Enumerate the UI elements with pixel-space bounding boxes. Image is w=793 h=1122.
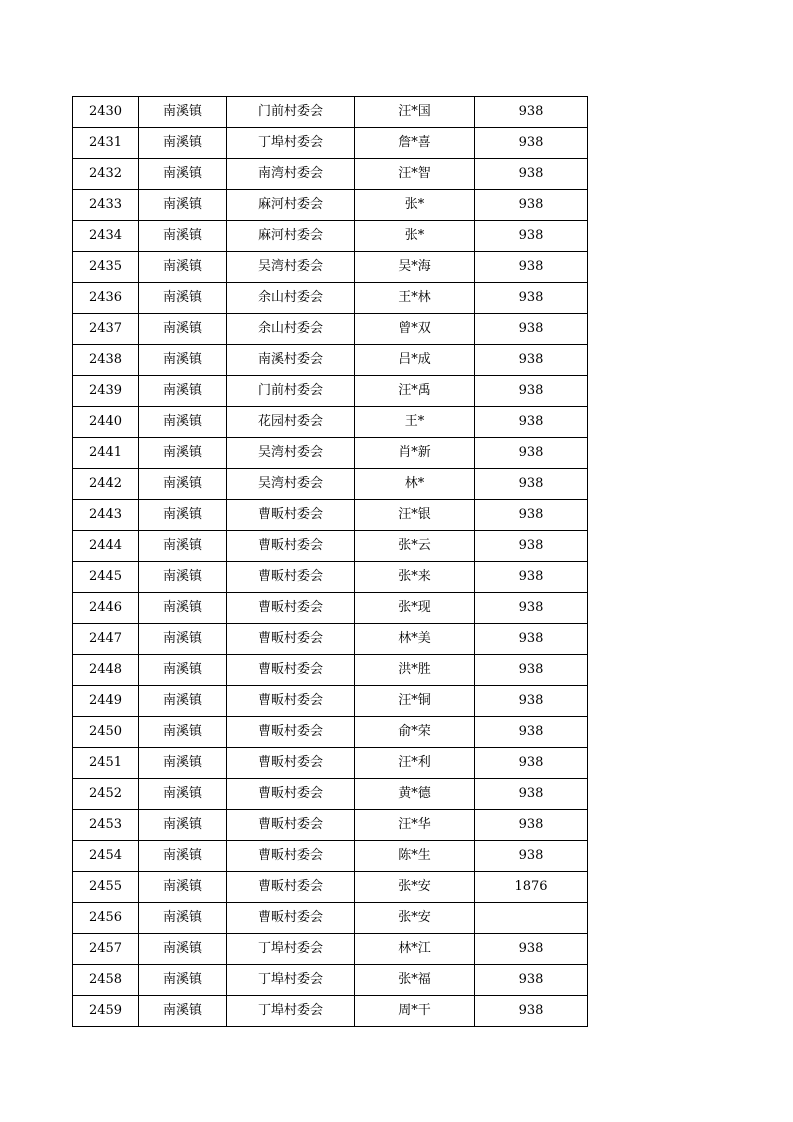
person-name-cell: 王*林 <box>355 283 475 314</box>
village-committee-cell: 曹畈村委会 <box>227 903 355 934</box>
amount-cell: 938 <box>475 128 588 159</box>
village-committee-cell: 曹畈村委会 <box>227 531 355 562</box>
village-committee-cell: 吴湾村委会 <box>227 469 355 500</box>
town-cell: 南溪镇 <box>139 655 227 686</box>
table-row <box>73 469 588 500</box>
village-committee-cell: 曹畈村委会 <box>227 748 355 779</box>
village-committee-cell: 南湾村委会 <box>227 159 355 190</box>
row-number-cell: 2438 <box>73 345 139 376</box>
town-cell: 南溪镇 <box>139 903 227 934</box>
person-name-cell: 张*来 <box>355 562 475 593</box>
row-number-cell: 2439 <box>73 376 139 407</box>
town-cell: 南溪镇 <box>139 159 227 190</box>
table-row <box>73 810 588 841</box>
town-cell: 南溪镇 <box>139 438 227 469</box>
person-name-cell: 汪*国 <box>355 97 475 128</box>
amount-cell: 938 <box>475 934 588 965</box>
row-number-cell: 2457 <box>73 934 139 965</box>
town-cell: 南溪镇 <box>139 128 227 159</box>
village-committee-cell: 余山村委会 <box>227 283 355 314</box>
person-name-cell: 张*现 <box>355 593 475 624</box>
person-name-cell: 汪*利 <box>355 748 475 779</box>
row-number-cell: 2444 <box>73 531 139 562</box>
row-number-cell: 2454 <box>73 841 139 872</box>
person-name-cell: 吴*海 <box>355 252 475 283</box>
person-name-cell: 肖*新 <box>355 438 475 469</box>
row-number-cell: 2452 <box>73 779 139 810</box>
amount-cell: 938 <box>475 810 588 841</box>
town-cell: 南溪镇 <box>139 221 227 252</box>
town-cell: 南溪镇 <box>139 407 227 438</box>
town-cell: 南溪镇 <box>139 717 227 748</box>
village-committee-cell: 曹畈村委会 <box>227 686 355 717</box>
village-committee-cell: 曹畈村委会 <box>227 841 355 872</box>
table-row <box>73 531 588 562</box>
amount-cell: 938 <box>475 655 588 686</box>
amount-cell: 938 <box>475 345 588 376</box>
town-cell: 南溪镇 <box>139 779 227 810</box>
amount-cell: 938 <box>475 159 588 190</box>
person-name-cell: 张*安 <box>355 872 475 903</box>
person-name-cell: 吕*成 <box>355 345 475 376</box>
town-cell: 南溪镇 <box>139 314 227 345</box>
town-cell: 南溪镇 <box>139 965 227 996</box>
row-number-cell: 2430 <box>73 97 139 128</box>
village-committee-cell: 曹畈村委会 <box>227 655 355 686</box>
village-committee-cell: 丁埠村委会 <box>227 934 355 965</box>
amount-cell: 938 <box>475 314 588 345</box>
data-table <box>72 96 588 1027</box>
amount-cell: 938 <box>475 252 588 283</box>
village-committee-cell: 曹畈村委会 <box>227 810 355 841</box>
town-cell: 南溪镇 <box>139 252 227 283</box>
village-committee-cell: 曹畈村委会 <box>227 624 355 655</box>
row-number-cell: 2459 <box>73 996 139 1027</box>
amount-cell: 938 <box>475 376 588 407</box>
town-cell: 南溪镇 <box>139 872 227 903</box>
table-row <box>73 996 588 1027</box>
amount-cell <box>475 903 588 934</box>
table-row <box>73 934 588 965</box>
row-number-cell: 2435 <box>73 252 139 283</box>
table-row <box>73 252 588 283</box>
row-number-cell: 2450 <box>73 717 139 748</box>
town-cell: 南溪镇 <box>139 283 227 314</box>
town-cell: 南溪镇 <box>139 593 227 624</box>
person-name-cell: 王* <box>355 407 475 438</box>
table-row <box>73 500 588 531</box>
table-row <box>73 221 588 252</box>
town-cell: 南溪镇 <box>139 748 227 779</box>
village-committee-cell: 丁埠村委会 <box>227 996 355 1027</box>
amount-cell: 1876 <box>475 872 588 903</box>
amount-cell: 938 <box>475 996 588 1027</box>
amount-cell: 938 <box>475 469 588 500</box>
village-committee-cell: 门前村委会 <box>227 97 355 128</box>
table-row <box>73 593 588 624</box>
town-cell: 南溪镇 <box>139 996 227 1027</box>
town-cell: 南溪镇 <box>139 562 227 593</box>
person-name-cell: 俞*荣 <box>355 717 475 748</box>
village-committee-cell: 曹畈村委会 <box>227 500 355 531</box>
village-committee-cell: 曹畈村委会 <box>227 562 355 593</box>
row-number-cell: 2453 <box>73 810 139 841</box>
amount-cell: 938 <box>475 686 588 717</box>
table-row <box>73 872 588 903</box>
table-row <box>73 283 588 314</box>
village-committee-cell: 南溪村委会 <box>227 345 355 376</box>
table-row <box>73 779 588 810</box>
person-name-cell: 汪*智 <box>355 159 475 190</box>
person-name-cell: 詹*喜 <box>355 128 475 159</box>
row-number-cell: 2437 <box>73 314 139 345</box>
table-row <box>73 686 588 717</box>
person-name-cell: 林*美 <box>355 624 475 655</box>
village-committee-cell: 麻河村委会 <box>227 190 355 221</box>
village-committee-cell: 丁埠村委会 <box>227 965 355 996</box>
amount-cell: 938 <box>475 283 588 314</box>
amount-cell: 938 <box>475 97 588 128</box>
row-number-cell: 2445 <box>73 562 139 593</box>
table-row <box>73 624 588 655</box>
table-row <box>73 314 588 345</box>
row-number-cell: 2432 <box>73 159 139 190</box>
town-cell: 南溪镇 <box>139 841 227 872</box>
amount-cell: 938 <box>475 965 588 996</box>
amount-cell: 938 <box>475 748 588 779</box>
amount-cell: 938 <box>475 562 588 593</box>
row-number-cell: 2449 <box>73 686 139 717</box>
table-row <box>73 376 588 407</box>
row-number-cell: 2446 <box>73 593 139 624</box>
table-row <box>73 903 588 934</box>
table-row <box>73 655 588 686</box>
amount-cell: 938 <box>475 624 588 655</box>
row-number-cell: 2431 <box>73 128 139 159</box>
town-cell: 南溪镇 <box>139 97 227 128</box>
town-cell: 南溪镇 <box>139 810 227 841</box>
town-cell: 南溪镇 <box>139 531 227 562</box>
person-name-cell: 汪*铜 <box>355 686 475 717</box>
table-row <box>73 190 588 221</box>
town-cell: 南溪镇 <box>139 500 227 531</box>
person-name-cell: 汪*华 <box>355 810 475 841</box>
person-name-cell: 林* <box>355 469 475 500</box>
table-row <box>73 717 588 748</box>
row-number-cell: 2451 <box>73 748 139 779</box>
village-committee-cell: 曹畈村委会 <box>227 717 355 748</box>
town-cell: 南溪镇 <box>139 376 227 407</box>
town-cell: 南溪镇 <box>139 469 227 500</box>
row-number-cell: 2443 <box>73 500 139 531</box>
row-number-cell: 2455 <box>73 872 139 903</box>
town-cell: 南溪镇 <box>139 345 227 376</box>
person-name-cell: 周*干 <box>355 996 475 1027</box>
person-name-cell: 林*江 <box>355 934 475 965</box>
amount-cell: 938 <box>475 779 588 810</box>
person-name-cell: 张* <box>355 221 475 252</box>
row-number-cell: 2436 <box>73 283 139 314</box>
table-row <box>73 748 588 779</box>
town-cell: 南溪镇 <box>139 686 227 717</box>
person-name-cell: 张*云 <box>355 531 475 562</box>
table-row <box>73 965 588 996</box>
village-committee-cell: 余山村委会 <box>227 314 355 345</box>
row-number-cell: 2442 <box>73 469 139 500</box>
table-row <box>73 407 588 438</box>
person-name-cell: 黄*德 <box>355 779 475 810</box>
village-committee-cell: 门前村委会 <box>227 376 355 407</box>
amount-cell: 938 <box>475 407 588 438</box>
table-row <box>73 345 588 376</box>
town-cell: 南溪镇 <box>139 934 227 965</box>
row-number-cell: 2433 <box>73 190 139 221</box>
table-row <box>73 562 588 593</box>
table-row <box>73 128 588 159</box>
amount-cell: 938 <box>475 438 588 469</box>
amount-cell: 938 <box>475 190 588 221</box>
village-committee-cell: 吴湾村委会 <box>227 252 355 283</box>
row-number-cell: 2434 <box>73 221 139 252</box>
row-number-cell: 2441 <box>73 438 139 469</box>
amount-cell: 938 <box>475 221 588 252</box>
amount-cell: 938 <box>475 593 588 624</box>
town-cell: 南溪镇 <box>139 624 227 655</box>
town-cell: 南溪镇 <box>139 190 227 221</box>
amount-cell: 938 <box>475 841 588 872</box>
amount-cell: 938 <box>475 531 588 562</box>
row-number-cell: 2447 <box>73 624 139 655</box>
person-name-cell: 汪*禹 <box>355 376 475 407</box>
village-committee-cell: 曹畈村委会 <box>227 593 355 624</box>
table-row <box>73 159 588 190</box>
village-committee-cell: 丁埠村委会 <box>227 128 355 159</box>
person-name-cell: 张*福 <box>355 965 475 996</box>
row-number-cell: 2456 <box>73 903 139 934</box>
village-committee-cell: 吴湾村委会 <box>227 438 355 469</box>
village-committee-cell: 曹畈村委会 <box>227 779 355 810</box>
village-committee-cell: 曹畈村委会 <box>227 872 355 903</box>
table-row <box>73 438 588 469</box>
amount-cell: 938 <box>475 500 588 531</box>
person-name-cell: 洪*胜 <box>355 655 475 686</box>
table-row <box>73 841 588 872</box>
row-number-cell: 2458 <box>73 965 139 996</box>
person-name-cell: 陈*生 <box>355 841 475 872</box>
table-body <box>73 97 588 1027</box>
person-name-cell: 张*安 <box>355 903 475 934</box>
row-number-cell: 2440 <box>73 407 139 438</box>
village-committee-cell: 花园村委会 <box>227 407 355 438</box>
person-name-cell: 曾*双 <box>355 314 475 345</box>
table-row <box>73 97 588 128</box>
person-name-cell: 汪*银 <box>355 500 475 531</box>
village-committee-cell: 麻河村委会 <box>227 221 355 252</box>
person-name-cell: 张* <box>355 190 475 221</box>
amount-cell: 938 <box>475 717 588 748</box>
row-number-cell: 2448 <box>73 655 139 686</box>
